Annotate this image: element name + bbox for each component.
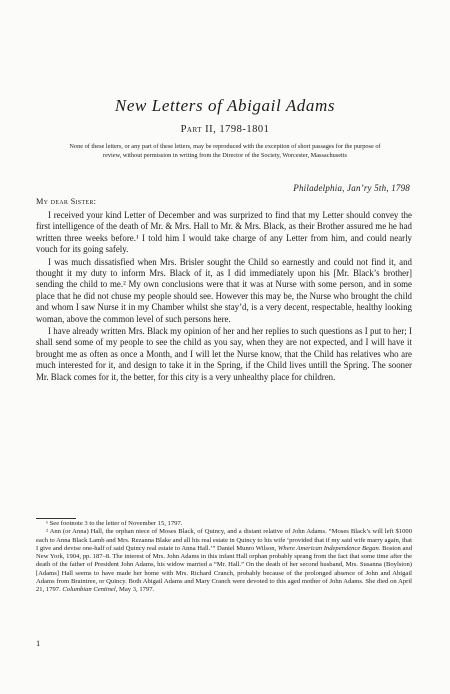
footnote-2-text-cont: Boston and New York, 1904, pp. 187–8. The interest of Mrs. John Adams in this infant Hall orphan probably sprang from the fact that some time after the death of the father of President John Adams, his widow married a “Mr. Hall.” On the death of her second husband, Mrs. Susanna (Boylston) [Adams] Hall seems to have made her home with Mrs. Richard Cranch, probably because of the prolonged absence of John and Abigail Adams from Braintree, or Quincy. Both Abigail Adams and Mary Cranch were devoted to this aged mother of John Adams. She died on April 21, 1797. [36, 544, 413, 593]
letter-paragraph: I received your kind Letter of December and was surprized to find that my Letter should convey the first intelligence of the death of Mr. & Mrs. Hall to Mr. & Mrs. Black, as their Brother assured me he had written three weeks before.¹ I told him I would take charge of any Letter from him, and could nearly vouch for its going safely. [36, 210, 412, 255]
copyright-notice: None of these letters, or any part of these letters, may be reproduced with the exception of short passages for the purpose of review, without permission in writing from the Director of the Society, Worcester, Massachusetts [69, 143, 381, 159]
footnotes [36, 520, 412, 594]
letter-salutation: My dear Sister: [36, 197, 97, 206]
letter-body [36, 210, 412, 384]
letter-paragraph: I was much dissatisfied when Mrs. Brisler sought the Child so earnestly and could not find it, and thought it my duty to inform Mrs. Black of it, as I did immediately upon his [Mr. Black’s brother] sending the child to me.² My own conclusions were that it was at Nurse with some person, and in some place that he did not chuse my people should see. However this may be, the Nurse who brought the child and whom I saw Nurse it in my Chamber whilst she stay’d, is a very decent, respectable, healthy looking woman, above the common level of such persons here. [36, 256, 412, 324]
letter-paragraph: I have already written Mrs. Black my opinion of her and her replies to such questions as I put to her; I shall send some of my people to see the child as you say, when they are not expected, and I will have it brought me as often as once a Month, and I will let the Nurse know, that the Child has relatives who are much interested for it, and design to take it in the Spring, if the Child lives untill the Spring. The sooner Mr. Black comes for it, the better, for this city is a very unhealthy place for children. [36, 326, 412, 382]
footnote-1: ¹ See footnote 3 to the letter of November 15, 1797. [46, 520, 183, 527]
part-heading: Part II, 1798-1801 [180, 124, 270, 135]
footnote-2-newspaper: Columbian Centinel, [62, 586, 118, 593]
footnote-2-text: ² Ann (or Anna) Hall, the orphan niece of Moses Black, of Quincy, and a distant relative of John Adams. “Moses Black’s will left $1000 each to Anna Black Lamb and Mrs. Rezanna Blake and all his real estate in Quincy to his wife ‘provided that if my said wife marry again, that I give and devise one-half of said Quincy real estate to Anna Hall.’” Daniel Munro Wilson, [36, 528, 412, 552]
footnote-2-date: May 3, 1797. [119, 586, 155, 593]
footnote-2-source-title: Where American Independence Began. [277, 544, 381, 552]
page-number: 1 [36, 638, 41, 648]
footnote-divider [36, 518, 76, 519]
letter-dateline: Philadelphia, Jan’ry 5th, 1798 [293, 183, 410, 193]
document-title: New Letters of Abigail Adams [114, 96, 336, 115]
footnote-2 [36, 528, 412, 594]
